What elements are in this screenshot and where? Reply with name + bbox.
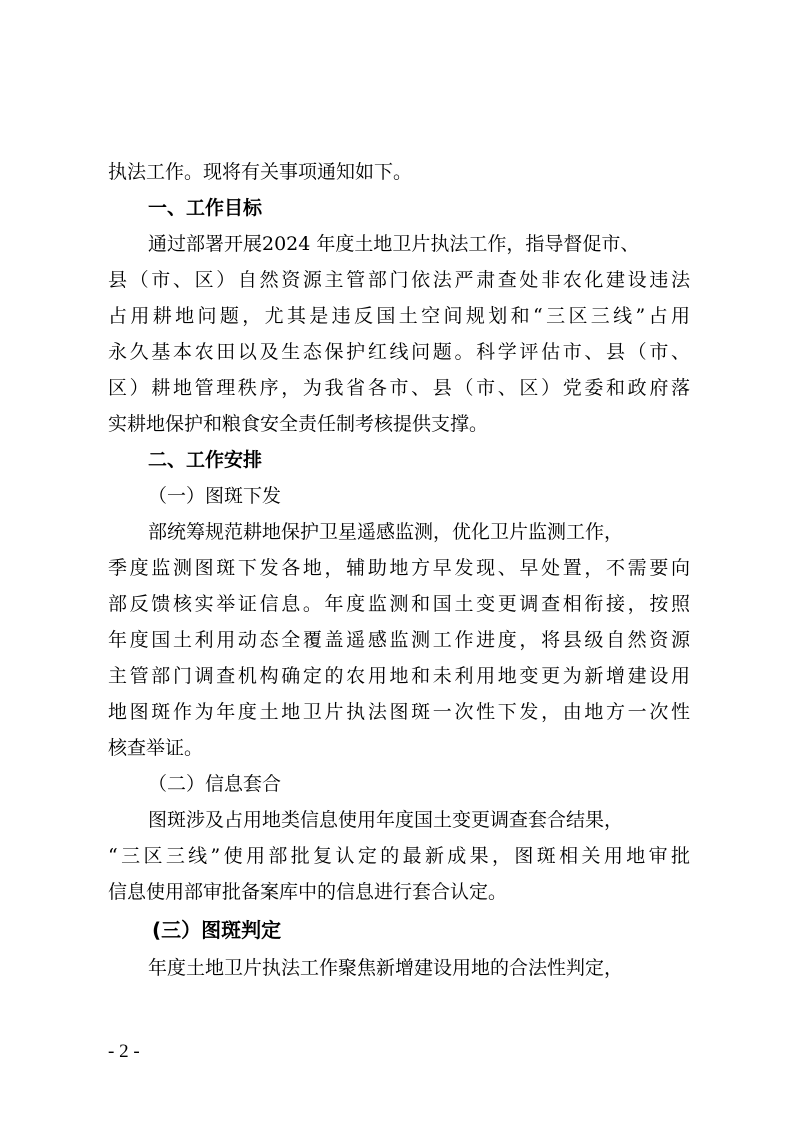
paragraph-line: 地图斑作为年度土地卫片执法图斑一次性下发，由地方一次性 bbox=[108, 701, 690, 723]
section-heading: 一、工作目标 bbox=[148, 197, 263, 219]
paragraph-line: 执法工作。现将有关事项通知如下。 bbox=[108, 161, 413, 183]
paragraph-line: 信息使用部审批备案库中的信息进行套合认定。 bbox=[108, 881, 508, 903]
paragraph-line: 占用耕地问题，尤其是违反国土空间规划和“三区三线”占用 bbox=[108, 305, 690, 327]
paragraph-line: 实耕地保护和粮食安全责任制考核提供支撑。 bbox=[108, 413, 489, 435]
paragraph-line: 季度监测图斑下发各地，辅助地方早发现、早处置，不需要向 bbox=[108, 557, 690, 579]
paragraph-line: 图斑涉及占用地类信息使用年度国土变更调查套合结果， bbox=[148, 809, 624, 831]
subsection-heading: (三）图斑判定 bbox=[152, 918, 282, 942]
paragraph-line: 部反馈核实举证信息。年度监测和国土变更调查相衔接，按照 bbox=[108, 593, 690, 615]
subsection-heading: （二）信息套合 bbox=[148, 773, 282, 795]
paragraph-line: 区）耕地管理秩序，为我省各市、县（市、区）党委和政府落 bbox=[108, 377, 690, 399]
paragraph-line: 年度土地卫片执法工作聚焦新增建设用地的合法性判定， bbox=[148, 957, 624, 979]
page-number: - 2 - bbox=[108, 1041, 140, 1062]
paragraph-line: 年度国土利用动态全覆盖遥感监测工作进度，将县级自然资源 bbox=[108, 629, 690, 651]
paragraph-line: 部统筹规范耕地保护卫星遥感监测，优化卫片监测工作， bbox=[148, 521, 624, 543]
paragraph-line: 永久基本农田以及生态保护红线问题。科学评估市、县（市、 bbox=[108, 341, 690, 363]
paragraph-line: “三区三线”使用部批复认定的最新成果，图斑相关用地审批 bbox=[108, 845, 690, 867]
section-heading: 二、工作安排 bbox=[148, 449, 263, 471]
paragraph-line: 县（市、区）自然资源主管部门依法严肃查处非农化建设违法 bbox=[108, 269, 690, 291]
paragraph-line: 核查举证。 bbox=[108, 737, 204, 759]
paragraph-line: 主管部门调查机构确定的农用地和未利用地变更为新增建设用 bbox=[108, 665, 690, 687]
paragraph-line: 通过部署开展2024 年度土地卫片执法工作，指导督促市、 bbox=[148, 233, 640, 255]
subsection-heading: （一）图斑下发 bbox=[148, 485, 282, 507]
